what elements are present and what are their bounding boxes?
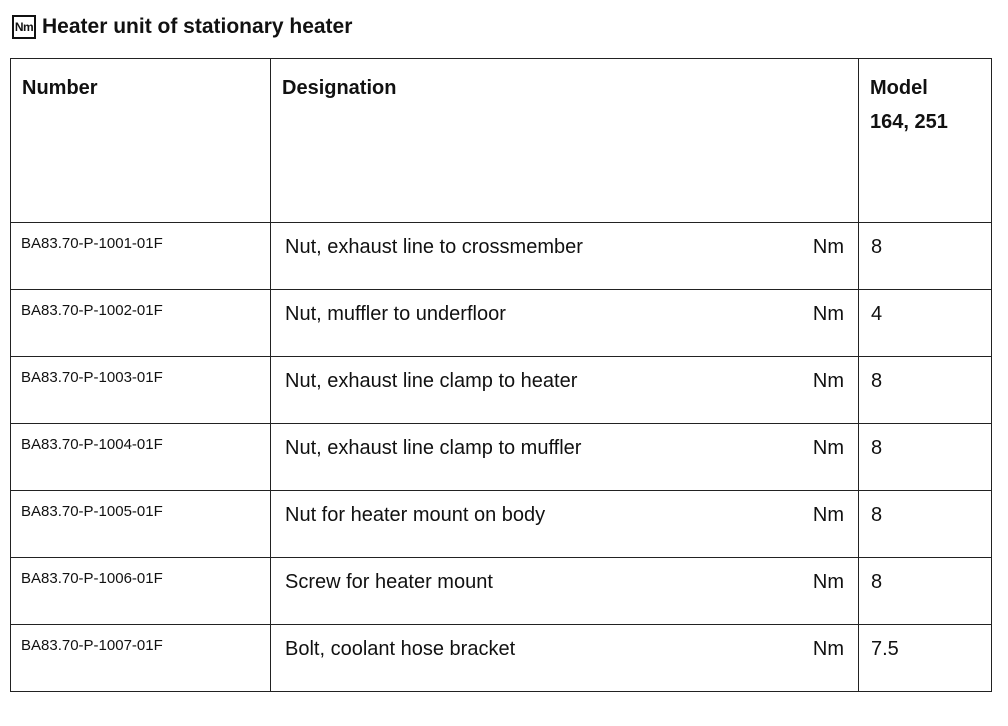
row-number: BA83.70-P-1002-01F <box>11 290 271 357</box>
table-row <box>11 223 992 290</box>
row-designation <box>271 357 859 424</box>
row-number: BA83.70-P-1006-01F <box>11 558 271 625</box>
table-header-row <box>11 59 992 223</box>
row-number: BA83.70-P-1003-01F <box>11 357 271 424</box>
designation-text: Nut, exhaust line clamp to heater <box>285 370 578 392</box>
table-row <box>11 558 992 625</box>
row-designation <box>271 223 859 290</box>
unit-label: Nm <box>812 370 844 392</box>
unit-label: Nm <box>812 504 844 526</box>
designation-text: Nut, exhaust line to crossmember <box>285 236 583 258</box>
table-row <box>11 424 992 491</box>
row-value: 4 <box>859 290 992 357</box>
unit-label: Nm <box>812 437 844 459</box>
row-value: 8 <box>859 558 992 625</box>
model-values: 164, 251 <box>870 111 948 133</box>
row-designation <box>271 558 859 625</box>
designation-text: Screw for heater mount <box>285 571 493 593</box>
unit-label: Nm <box>812 303 844 325</box>
column-header-model <box>859 59 992 223</box>
row-designation <box>271 491 859 558</box>
column-header-designation: Designation <box>271 59 859 223</box>
nm-torque-icon: Nm <box>12 15 36 39</box>
row-designation <box>271 625 859 692</box>
row-designation <box>271 424 859 491</box>
row-number: BA83.70-P-1007-01F <box>11 625 271 692</box>
row-number: BA83.70-P-1004-01F <box>11 424 271 491</box>
row-value: 7.5 <box>859 625 992 692</box>
unit-label: Nm <box>812 571 844 593</box>
row-number: BA83.70-P-1005-01F <box>11 491 271 558</box>
designation-text: Bolt, coolant hose bracket <box>285 638 516 660</box>
page-title: Heater unit of stationary heater <box>42 15 353 38</box>
row-designation <box>271 290 859 357</box>
model-label: Model <box>870 77 928 99</box>
unit-label: Nm <box>812 236 844 258</box>
table-row <box>11 625 992 692</box>
row-value: 8 <box>859 424 992 491</box>
table-row <box>11 290 992 357</box>
column-header-number: Number <box>11 59 271 223</box>
torque-spec-table <box>10 58 992 692</box>
table-row <box>11 357 992 424</box>
designation-text: Nut, muffler to underfloor <box>285 303 506 325</box>
unit-label: Nm <box>812 638 844 660</box>
row-value: 8 <box>859 357 992 424</box>
document-title <box>12 12 352 42</box>
table-row <box>11 491 992 558</box>
row-value: 8 <box>859 223 992 290</box>
designation-text: Nut for heater mount on body <box>285 504 546 526</box>
row-value: 8 <box>859 491 992 558</box>
row-number: BA83.70-P-1001-01F <box>11 223 271 290</box>
designation-text: Nut, exhaust line clamp to muffler <box>285 437 582 459</box>
